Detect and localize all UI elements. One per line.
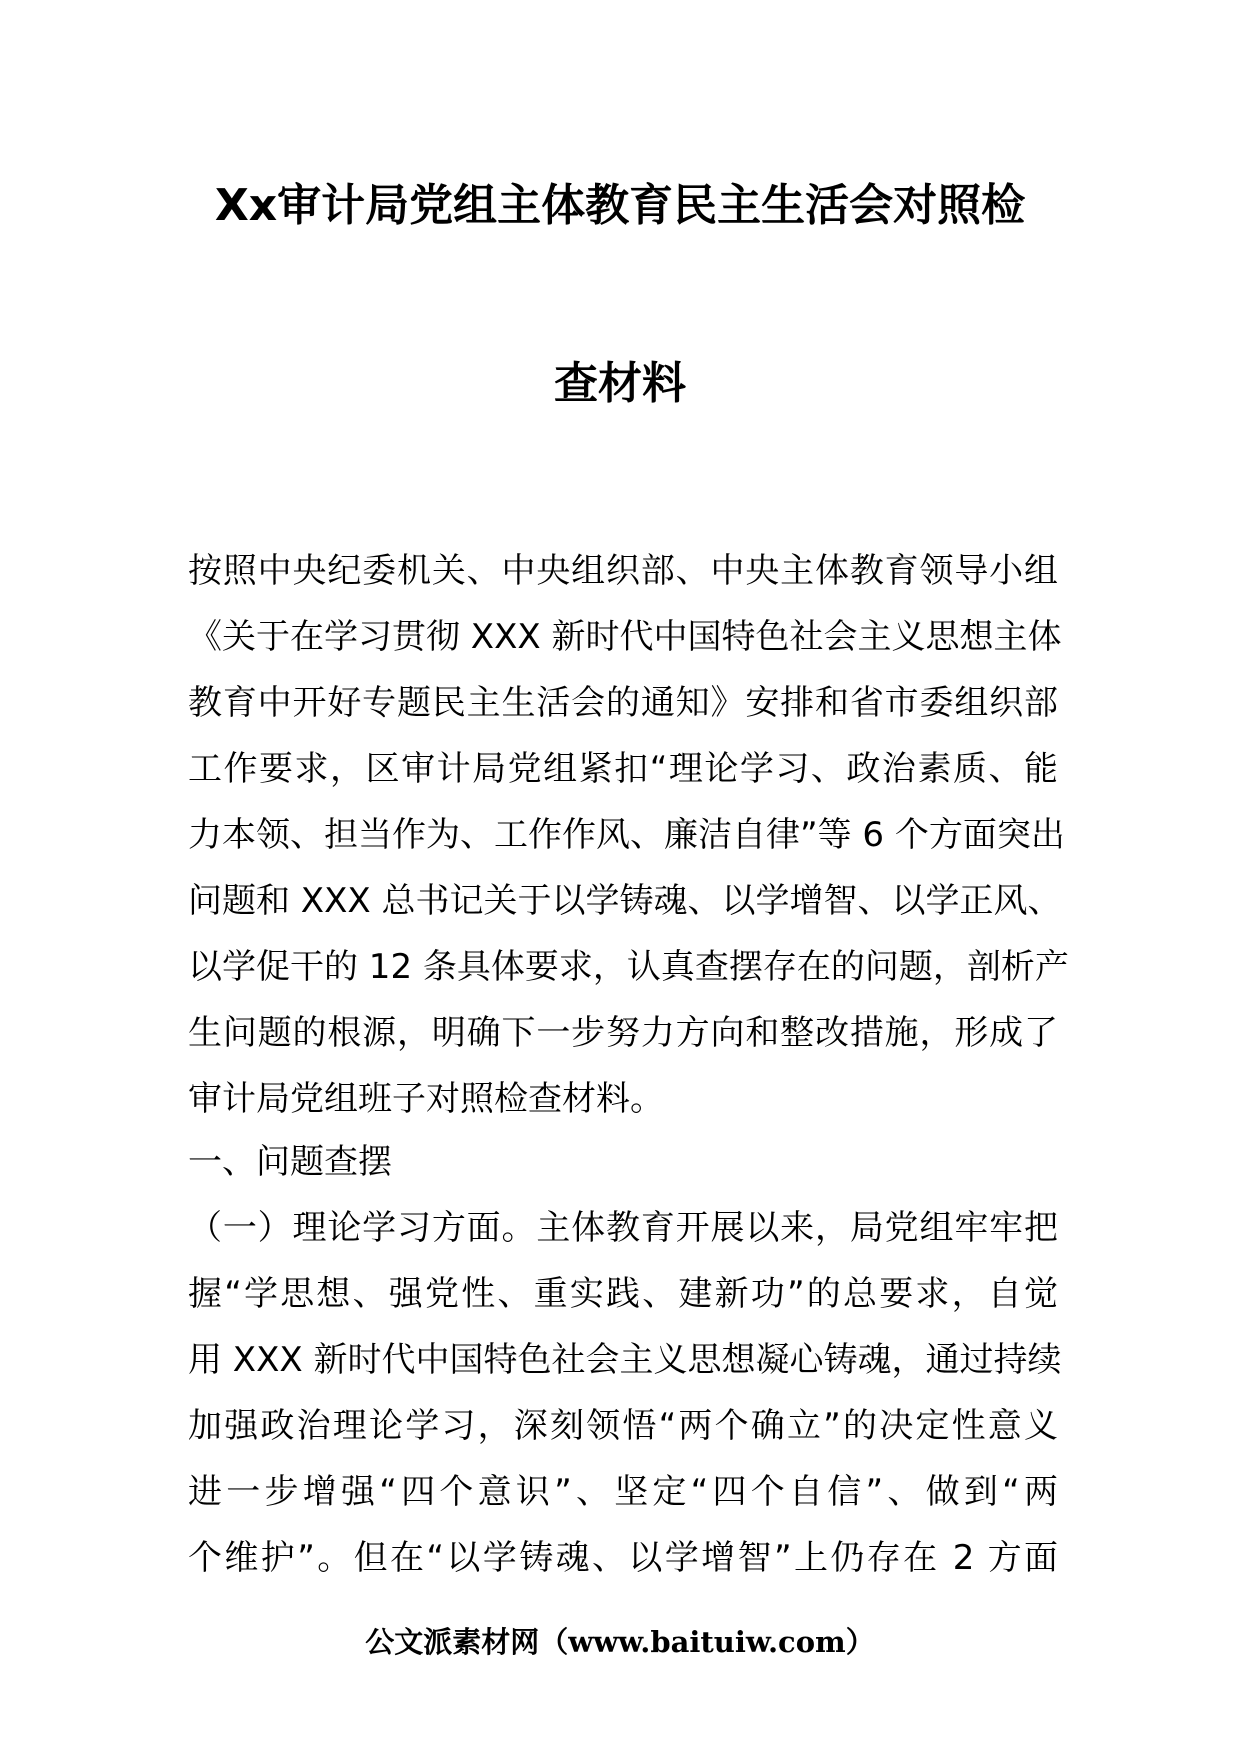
text-line: 力本领、担当作为、工作作风、廉洁自律”等 6 个方面突出 xyxy=(188,815,1065,855)
footer-watermark: 公文派素材网（www.baituiw.com） xyxy=(365,1625,875,1659)
text-line: 按照中央纪委机关、中央组织部、中央主体教育领导小组 xyxy=(188,551,1058,591)
text-line: 审计局党组班子对照检查材料。 xyxy=(188,1079,664,1119)
text-line: 握“学思想、强党性、重实践、建新功”的总要求，自觉 xyxy=(188,1274,1058,1314)
text-line: 个维护”。但在“以学铸魂、以学增智”上仍存在 2 方面 xyxy=(188,1538,1058,1578)
text-line: 加强政治理论学习，深刻领悟“两个确立”的决定性意义 xyxy=(188,1406,1058,1446)
text-line: 教育中开好专题民主生活会的通知》安排和省市委组织部 xyxy=(188,683,1058,723)
text-line: 《关于在学习贯彻 XXX 新时代中国特色社会主义思想主体 xyxy=(188,617,1062,657)
section-heading-text: 一、问题查摆 xyxy=(188,1142,392,1182)
section-heading xyxy=(188,1129,1058,1195)
text-line: 生问题的根源，明确下一步努力方向和整改措施，形成了 xyxy=(188,1013,1058,1053)
text-line: 进一步增强“四个意识”、坚定“四个自信”、做到“两 xyxy=(188,1472,1058,1512)
text-line: 以学促干的 12 条具体要求，认真查摆存在的问题，剖析产 xyxy=(188,947,1069,987)
text-line: （一）理论学习方面。主体教育开展以来，局党组牢牢把 xyxy=(188,1208,1058,1248)
document-title-line-1: Xx审计局党组主体教育民主生活会对照检 xyxy=(214,180,1026,231)
text-line: 用 XXX 新时代中国特色社会主义思想凝心铸魂，通过持续 xyxy=(188,1340,1062,1380)
theory-study-paragraph xyxy=(188,1195,1062,1591)
text-line: 工作要求，区审计局党组紧扣“理论学习、政治素质、能 xyxy=(188,749,1058,789)
document-title-line-2: 查材料 xyxy=(554,358,686,409)
text-line: 问题和 XXX 总书记关于以学铸魂、以学增智、以学正风、 xyxy=(188,881,1062,921)
intro-paragraph xyxy=(188,538,1069,1132)
